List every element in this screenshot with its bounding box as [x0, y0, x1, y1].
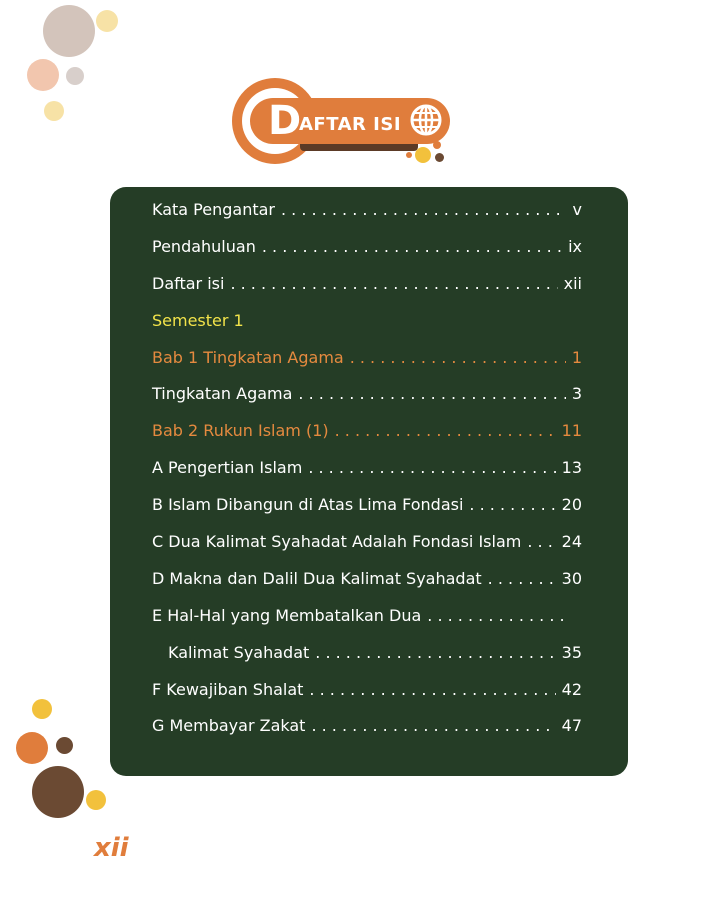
decor-circle: [32, 699, 52, 719]
toc-entry-label: Kalimat Syahadat: [168, 642, 310, 662]
badge-dot: [433, 141, 441, 149]
toc-entry[interactable]: [152, 450, 582, 487]
toc-leader-dots: [262, 229, 562, 266]
toc-leader-dots: [311, 708, 555, 745]
globe-icon: [408, 102, 444, 138]
toc-entry[interactable]: [152, 635, 582, 672]
toc-entry-label: G Membayar Zakat: [152, 716, 306, 736]
toc-entry-label: Tingkatan Agama: [152, 384, 293, 404]
toc-entry-page: xii: [563, 273, 582, 293]
toc-entry-label: Daftar isi: [152, 273, 225, 293]
toc-entry[interactable]: [152, 487, 582, 524]
toc-leader-dots: [308, 450, 555, 487]
toc-entry[interactable]: [152, 376, 582, 413]
page-title: AFTAR ISI: [299, 114, 402, 135]
toc-entry-page: 42: [561, 679, 582, 699]
toc-entry[interactable]: [152, 229, 582, 266]
toc-entry[interactable]: [152, 303, 582, 340]
toc-entry-label: E Hal-Hal yang Membatalkan Dua: [152, 605, 422, 625]
toc-leader-dots: [309, 672, 555, 709]
toc-entry-label: B Islam Dibangun di Atas Lima Fondasi: [152, 495, 464, 515]
toc-entry[interactable]: [152, 413, 582, 450]
toc-entry[interactable]: [152, 708, 582, 745]
badge-dot: [415, 147, 431, 163]
toc-entry-page: ix: [568, 236, 582, 256]
toc-entry[interactable]: [152, 561, 582, 598]
toc-entry-page: 35: [561, 642, 582, 662]
badge-dot: [406, 152, 412, 158]
toc-entry[interactable]: [152, 192, 582, 229]
toc-entry-label: Pendahuluan: [152, 236, 256, 256]
toc-leader-dots: [230, 266, 557, 303]
toc-leader-dots: [335, 413, 556, 450]
table-of-contents: [152, 192, 582, 745]
toc-leader-dots: [527, 524, 555, 561]
toc-leader-dots: [298, 376, 565, 413]
decor-circle: [86, 790, 106, 810]
toc-entry[interactable]: [152, 266, 582, 303]
toc-entry-page: 11: [561, 421, 582, 441]
toc-entry-page: v: [572, 200, 582, 219]
toc-entry[interactable]: [152, 340, 582, 377]
toc-entry-label: C Dua Kalimat Syahadat Adalah Fondasi Islam: [152, 532, 522, 552]
toc-leader-dots: [488, 561, 556, 598]
toc-entry-label: A Pengertian Islam: [152, 458, 303, 478]
toc-entry-page: 20: [561, 495, 582, 515]
toc-entry-label: F Kewajiban Shalat: [152, 679, 304, 699]
toc-leader-dots: [350, 340, 566, 377]
toc-entry-page: 47: [561, 716, 582, 736]
toc-leader-dots: [427, 598, 567, 635]
decor-circle: [43, 5, 95, 57]
page-number: xii: [94, 833, 129, 863]
decor-circle: [56, 737, 73, 754]
decor-circle: [27, 59, 59, 91]
toc-entry-label: D Makna dan Dalil Dua Kalimat Syahadat: [152, 568, 482, 588]
badge-dot: [435, 153, 444, 162]
toc-entry-label: Semester 1: [152, 310, 244, 330]
decor-circle: [32, 766, 84, 818]
toc-entry-label: Kata Pengantar: [152, 200, 275, 219]
toc-entry[interactable]: [152, 672, 582, 709]
decor-circle: [96, 10, 118, 32]
toc-entry-page: 24: [561, 532, 582, 552]
toc-entry[interactable]: [152, 524, 582, 561]
toc-leader-dots: [281, 192, 567, 229]
toc-leader-dots: [469, 487, 555, 524]
toc-entry-label: Bab 2 Rukun Islam (1): [152, 421, 329, 441]
toc-entry-label: Bab 1 Tingkatan Agama: [152, 347, 344, 367]
toc-entry-page: 13: [561, 458, 582, 478]
decor-circle: [66, 67, 84, 85]
toc-entry-page: 1: [571, 347, 582, 367]
title-initial: D: [268, 98, 302, 144]
toc-entry-page: 30: [561, 568, 582, 588]
decor-circle: [16, 732, 48, 764]
decor-circle: [44, 101, 64, 121]
banner-shadow: [300, 144, 418, 151]
toc-entry-page: 3: [571, 384, 582, 404]
toc-entry[interactable]: [152, 598, 582, 635]
toc-leader-dots: [315, 635, 555, 672]
